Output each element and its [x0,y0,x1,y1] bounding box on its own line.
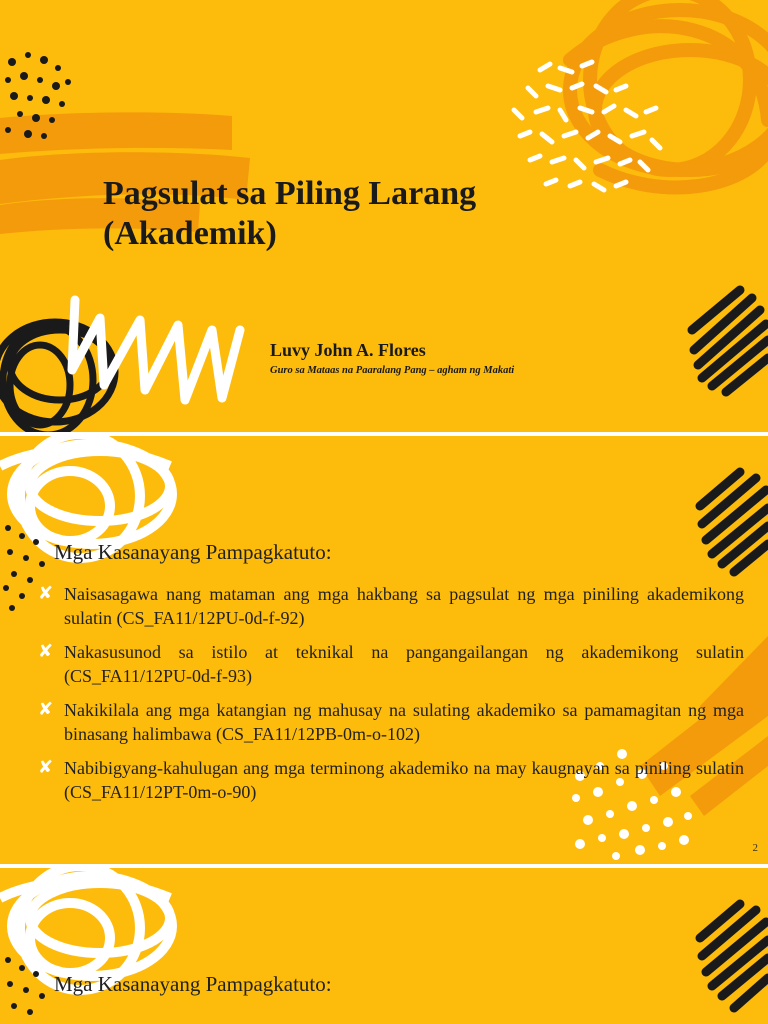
list-item [38,582,744,630]
title-line-1: Pagsulat sa Piling Larang [103,175,477,212]
objectives-slide-continued [0,868,768,1024]
black-hatching [692,290,768,392]
title-slide [0,0,768,432]
list-item-text: Nakikilala ang mga katangian ng mahusay na sulating akademiko sa pamamagitan ng mga binasang halimbawa (CS_FA11/12PB-0m-o-102) [64,700,744,744]
check-mark-icon: ✘ [38,699,54,720]
objectives-heading: Mga Kasanayang Pampagkatuto: [54,540,332,564]
black-hatching [700,472,768,572]
list-item-text: Nakasusunod sa istilo at teknikal na pangangailangan ng akademikong sulatin (CS_FA11/12PU-0d-f-93) [64,642,744,686]
black-hatching [700,904,768,1008]
objectives-slide [0,436,768,864]
check-mark-icon: ✘ [38,583,54,604]
presentation-title [103,174,563,254]
page-number: 2 [752,842,758,854]
check-mark-icon: ✘ [38,641,54,662]
title-line-2: (Akademik) [103,215,277,252]
author-role: Guro sa Mataas na Paaralang Pang – agham ng Makati [270,365,515,376]
check-mark-icon: ✘ [38,757,54,778]
objectives-heading: Mga Kasanayang Pampagkatuto: [54,972,332,996]
author-name: Luvy John A. Flores [270,340,426,360]
list-item [38,640,744,688]
list-item-text: Nabibigyang-kahulugan ang mga terminong akademiko na may kaugnayan sa piniling sulatin (CS_FA11/12PT-0m-o-90) [64,758,744,802]
list-item [38,698,744,746]
list-item-text: Naisasagawa nang mataman ang mga hakbang sa pagsulat ng mga piniling akademikong sulatin (CS_FA11/12PU-0d-f-92) [64,584,744,628]
list-item [38,756,744,804]
slide3-decoration [0,868,768,1024]
objectives-list [38,582,744,814]
